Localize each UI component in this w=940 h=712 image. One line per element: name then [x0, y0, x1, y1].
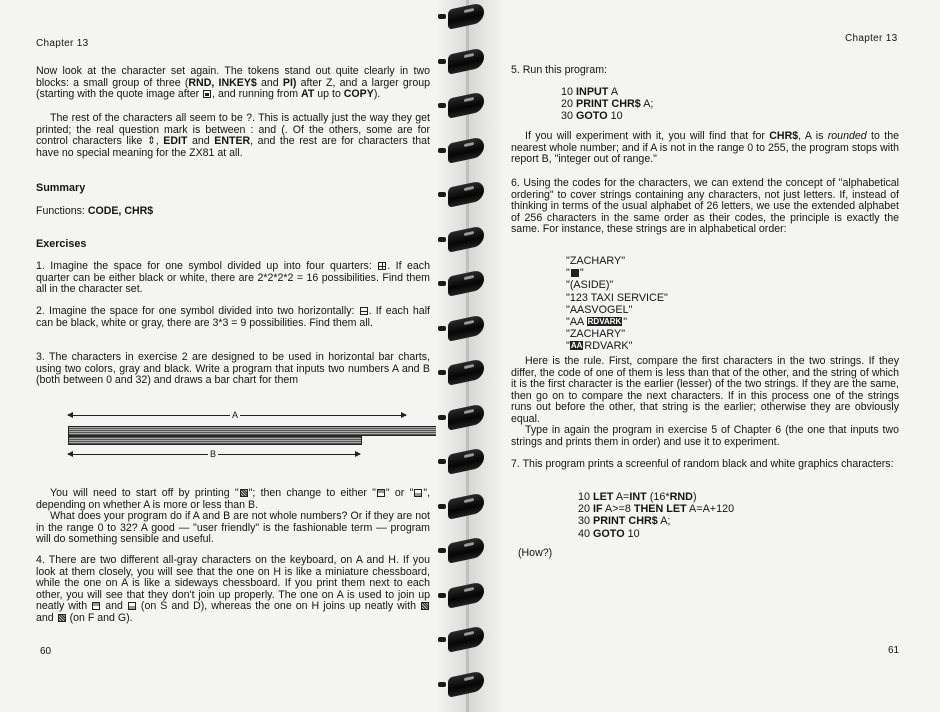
binding-ring: [448, 407, 486, 433]
text-run: RND, INKEY$: [188, 76, 257, 89]
keyword: PRINT CHR$: [593, 515, 658, 528]
functions-line: [36, 206, 153, 218]
code-text: A;: [640, 98, 654, 111]
ordered-strings-list: [566, 255, 668, 353]
code-text: ): [692, 491, 697, 503]
string-item: "123 TAXI SERVICE": [566, 291, 668, 304]
how-question: (How?): [518, 547, 553, 559]
paragraph-tokens: [36, 66, 430, 101]
char-half-icon: [360, 307, 368, 315]
text-run: Functions:: [36, 205, 88, 217]
program-2: [578, 491, 734, 540]
bar-label-a: A: [232, 410, 239, 420]
text-run: If you will experiment with it, you will find that for: [525, 130, 770, 142]
block-char-icon: [571, 269, 579, 277]
program-1: [561, 86, 653, 123]
right-page: [500, 0, 940, 712]
char-gray-top-icon: [92, 602, 100, 610]
exercise-5-intro: 5. Run this program:: [511, 64, 607, 76]
text-run: You will need to start off by printing ": [50, 487, 239, 499]
text-run: rounded: [827, 130, 867, 142]
bar-a: [68, 426, 438, 436]
text-run: CODE, CHR$: [87, 205, 154, 217]
text-run: . If each quarter can be either black or white, there are 2*2*2*2 = 16 possibilities. Find them all in the character set.: [36, 260, 430, 296]
binding-ring: [448, 496, 486, 522]
page-number-right: 61: [888, 645, 900, 656]
string-item: "ZACHARY": [566, 328, 626, 341]
binding-ring: [448, 362, 486, 388]
program-line: [578, 515, 734, 527]
keyword: INPUT: [576, 86, 609, 98]
text-run: AT: [300, 88, 315, 101]
keyword: THEN LET: [633, 503, 687, 516]
keyword: LET: [593, 491, 614, 503]
line-number: 30: [561, 110, 574, 123]
binding-ring: [448, 540, 486, 566]
program-line: [578, 528, 734, 540]
line-number: 10: [561, 86, 574, 98]
text-run: ENTER: [214, 135, 251, 148]
program-line: [578, 491, 734, 503]
text-run: . If each half can be black, white or gray, there are 3*3 = 9 possibilities. Find them all.: [36, 305, 430, 329]
page-number-left: 60: [40, 646, 52, 657]
paragraph-rest-of-characters: [36, 113, 430, 159]
inverse-text: RDVARK: [587, 317, 622, 327]
exercise-3-printing: [36, 488, 430, 511]
text-run: and: [36, 611, 57, 624]
keyword: RND: [669, 491, 693, 503]
exercise-7: [511, 459, 899, 471]
program-line: [561, 110, 653, 122]
code-text: A=: [613, 491, 630, 503]
keyword: GOTO: [576, 110, 608, 123]
string-item: "AA RDVARK ": [566, 316, 628, 329]
binding-ring: [448, 6, 486, 32]
binding-ring: [448, 51, 486, 77]
text-run: 3. The characters in exercise 2 are designed to be used in horizontal bar charts, using two colors, gray and black. Write a program that inputs two numbers A and B (both between 0 and 32) and draws a bar chart for them: [36, 351, 430, 387]
text-run: EDIT: [163, 135, 188, 148]
chapter-header-left: Chapter 13: [36, 38, 89, 49]
code-text: (16*: [646, 491, 670, 503]
line-number: 30: [578, 515, 591, 528]
text-run: 7. This program prints a screenful of random black and white graphics characters:: [511, 458, 894, 470]
keyword: IF: [593, 503, 603, 516]
binding-ring: [448, 585, 486, 611]
program-line: [561, 98, 653, 110]
text-run: "; then change to either ": [248, 487, 376, 499]
bar-chart-figure: [68, 410, 440, 462]
text-run: ", depending on whether A is more or less than B.: [36, 487, 431, 511]
code-text: 10: [624, 527, 640, 540]
char-gray-bot-icon: [128, 602, 136, 610]
char-gray-icon: [240, 489, 248, 497]
string-item: "AA RDVARK": [566, 340, 633, 353]
char-graph-icon: [203, 90, 211, 98]
text-run: The rest of the characters all seem to be ?. This is actually just the way they get printed; the real question mark is between : and (. Of the others, some are for control characters like ⇕,: [36, 112, 430, 148]
program-line: [561, 86, 653, 98]
keyword: PRINT CHR$: [576, 98, 641, 111]
keyword: INT: [629, 491, 647, 503]
line-number: 20: [578, 503, 591, 516]
summary-heading: Summary: [36, 182, 86, 194]
string-prefix: AA: [569, 316, 584, 329]
string-item: "(ASIDE)": [566, 279, 614, 292]
binding-ring: [448, 184, 486, 210]
binding-ring: [448, 451, 486, 477]
code-text: 10: [607, 110, 623, 123]
bar-label-b: B: [210, 449, 217, 459]
comparison-rule: [511, 356, 899, 426]
binding-ring: [448, 95, 486, 121]
binding-ring: [448, 629, 486, 655]
text-run: 4. There are two different all-gray characters on the keyboard, on A and H. If you look at them closely, you will see that the one on H is like a miniature chessboard, while the one on A is like a sideways chessboard. If you print them next to each other, you will see that they don't join up properly. The one on A is used to join up neatly with: [36, 554, 430, 613]
type-in-instruction: [511, 425, 899, 448]
text-run: up to: [314, 88, 344, 101]
text-run: What does your program do if A and B are not whole numbers? Or if they are not in the range 0 to 32? A good — "user friendly" is the fashionable term — program will do something sensible and useful.: [36, 510, 430, 546]
code-text: A=A+120: [686, 503, 735, 516]
code-text: A: [608, 86, 619, 98]
string-item: "ZACHARY": [566, 255, 626, 267]
exercise-6: [511, 178, 899, 236]
inverse-text: AA: [570, 341, 583, 351]
exercises-heading: Exercises: [36, 238, 87, 250]
line-number: 40: [578, 527, 591, 540]
text-run: after Z, and a larger group (starting with the quote image after: [36, 76, 430, 101]
line-number: 10: [578, 491, 591, 503]
string-item: " ": [566, 267, 584, 280]
binding-ring: [448, 318, 486, 344]
code-text: A;: [657, 515, 671, 528]
text-run: Now look at the character set again. The tokens stand out quite clearly in two blocks: a small group of three (: [36, 65, 430, 89]
text-run: and: [187, 135, 215, 148]
text-run: , and running from: [212, 88, 301, 101]
exercise-3-question: [36, 511, 430, 546]
exercise-3: [36, 352, 430, 387]
text-run: CHR$: [769, 130, 799, 142]
left-page: [0, 0, 440, 712]
text-run: 6. Using the codes for the characters, we can extend the concept of "alphabetical ordering" to cover strings containing any characters, not just letters. If, instead of thinking in terms of the usual alphabet of 26 letters, we use the extended alphabet of 256 characters in the same order as their codes, the principle is exactly the same. For instance, these strings are in alphabetical order:: [511, 177, 899, 236]
chapter-header-right: Chapter 13: [845, 33, 898, 44]
text-run: 2. Imagine the space for one symbol divided into two horizontally:: [36, 305, 359, 317]
text-run: PI): [282, 76, 297, 89]
text-run: (on S and D), whereas the one on H joins up neatly with: [136, 600, 421, 613]
line-number: 20: [561, 98, 574, 111]
text-run: 1. Imagine the space for one symbol divided up into four quarters:: [36, 260, 378, 272]
char-gray-icon: [421, 602, 429, 610]
text-run: ).: [373, 88, 381, 101]
text-run: to the nearest whole number; and if A is not in the range 0 to 255, the program stops with report B, "integer out of range.": [511, 130, 899, 166]
char-quad-icon: [378, 262, 386, 270]
text-run: and: [256, 76, 283, 89]
binding-ring: [448, 273, 486, 299]
exercise-4: [36, 555, 430, 625]
code-text: A>=8: [602, 503, 634, 516]
char-gray-top-icon: [377, 489, 385, 497]
binding-ring: [448, 229, 486, 255]
text-run: " or ": [385, 487, 414, 499]
text-run: Here is the rule. First, compare the first characters in the two strings. If they differ, the code of one of them is less than that of the other, and the string of which it is the first character is the earlier (lesser) of the two strings. If they are the same, then go on to compare the next characters. If in this process one of the strings runs out before the other, that string is the earlier; otherwise they are obviously equal.: [511, 355, 899, 425]
keyword: GOTO: [593, 527, 625, 540]
program-line: [578, 503, 734, 515]
binding-ring: [448, 140, 486, 166]
char-gray-bot-icon: [414, 489, 422, 497]
text-run: , A is: [798, 130, 828, 142]
text-run: COPY: [343, 88, 374, 101]
text-run: and: [101, 600, 127, 613]
text-run: (on F and G).: [66, 611, 133, 624]
string-item: "AASVOGEL": [566, 303, 633, 316]
binding-ring: [448, 674, 486, 700]
char-gray-icon: [58, 614, 66, 622]
text-run: Type in again the program in exercise 5 of Chapter 6 (the one that inputs two strings and prints them in order) and use it to experiment.: [511, 424, 899, 448]
exercise-2: [36, 306, 430, 329]
exercise-5-text: [511, 131, 899, 166]
bar-b: [68, 436, 362, 445]
exercise-1: [36, 261, 430, 296]
text-run: , and the rest are for characters that have no special meaning for the ZX81 at all.: [36, 135, 430, 159]
